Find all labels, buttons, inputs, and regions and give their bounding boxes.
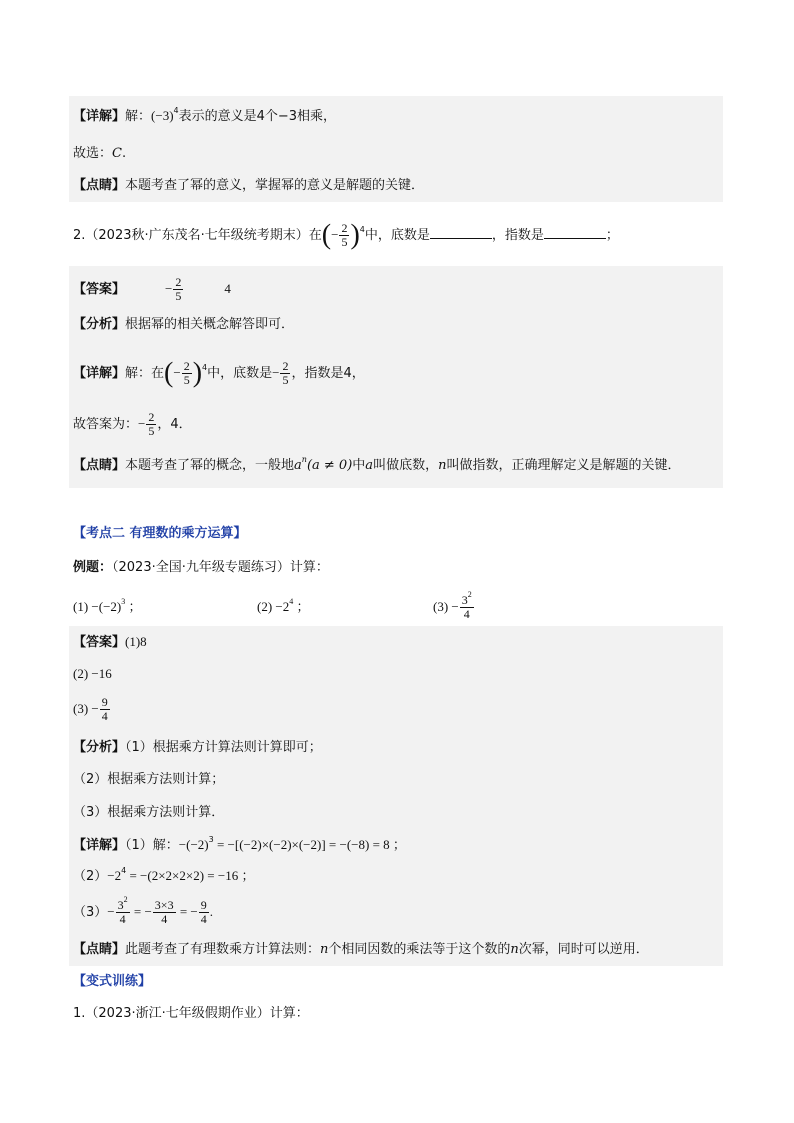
choice-line: 故选：C.	[73, 146, 127, 161]
example-tip: 【点睛】此题考查了有理数乘方计算法则：n个相同因数的乘法等于这个数的n次幂，同时可以逆用．	[73, 942, 649, 957]
blank-exponent[interactable]	[544, 226, 606, 239]
question-2: 2.（2023秋·广东茂名·七年级统考期末）在(− $\frac{2}{5}$ )$^4$中，底数是 ，指数是 ；	[73, 219, 619, 251]
variant-question-1: 1.（2023·浙江·七年级假期作业）计算：	[73, 1006, 309, 1021]
example-detail-3: （3）− $\frac{3^2}{4}$ = − $\frac{3\times 3}{4}$ = − $\frac{9}{4}$ .	[73, 895, 213, 926]
answer-line-2: 【答案】 − $\frac{2}{5}$ 4	[73, 275, 231, 303]
example-analysis-3: （3）根据乘方法则计算．	[73, 805, 225, 820]
detail-tag: 【详解】	[73, 109, 126, 124]
section-heading: 【考点二 有理数的乘方运算】	[73, 526, 247, 541]
variant-heading: 【变式训练】	[73, 974, 152, 989]
analysis-line-2: 【分析】根据幂的相关概念解答即可．	[73, 317, 295, 332]
detail-line-1: 【详解】解：$(-3)^4$表示的意义是4个−3相乘，	[73, 106, 337, 124]
example-answer-1: 【答案】(1)8	[73, 634, 147, 650]
blank-base[interactable]	[430, 226, 492, 239]
example-analysis-1: 【分析】（1）根据乘方计算法则计算即可；	[73, 740, 322, 755]
tip-line-1: 【点睛】本题考查了幂的意义，掌握幂的意义是解题的关键．	[73, 178, 425, 193]
final-answer-line-2: 故答案为：− $\frac{2}{5}$ ，4．	[73, 410, 192, 438]
example-detail-2: $(2)-2^4 = -(2\times 2\times 2\times 2) = -16$ ；	[73, 866, 255, 884]
example-line: 例题：（2023·全国·九年级专题练习）计算：	[73, 560, 329, 575]
example-answer-2: (2) −16	[73, 666, 112, 681]
example-detail-1: 【详解】（1）解：$-(-2)^3 = -[(-2)\times(-2)\times(-2)] = -(-8) = 8$ ；	[73, 835, 406, 853]
example-answer-3: (3) − $\frac{9}{4}$	[73, 695, 108, 723]
detail-line-2: 【详解】解：在(− $\frac{2}{5}$ )$^4$中，底数是− $\frac{2}{5}$ ，指数是4，	[73, 357, 365, 389]
example-problems: $(1) -(-2)^3$ ； $(2) -2^4$ ； (3) − $\frac{3^2}{4}$	[73, 590, 472, 621]
tip-line-2: 【点睛】本题考查了幂的概念，一般地$a^n(a \ne 0)$中a叫做底数，n叫做指数，正确理解定义是解题的关键．	[73, 455, 681, 473]
example-analysis-2: （2）根据乘方法则计算；	[73, 772, 225, 787]
